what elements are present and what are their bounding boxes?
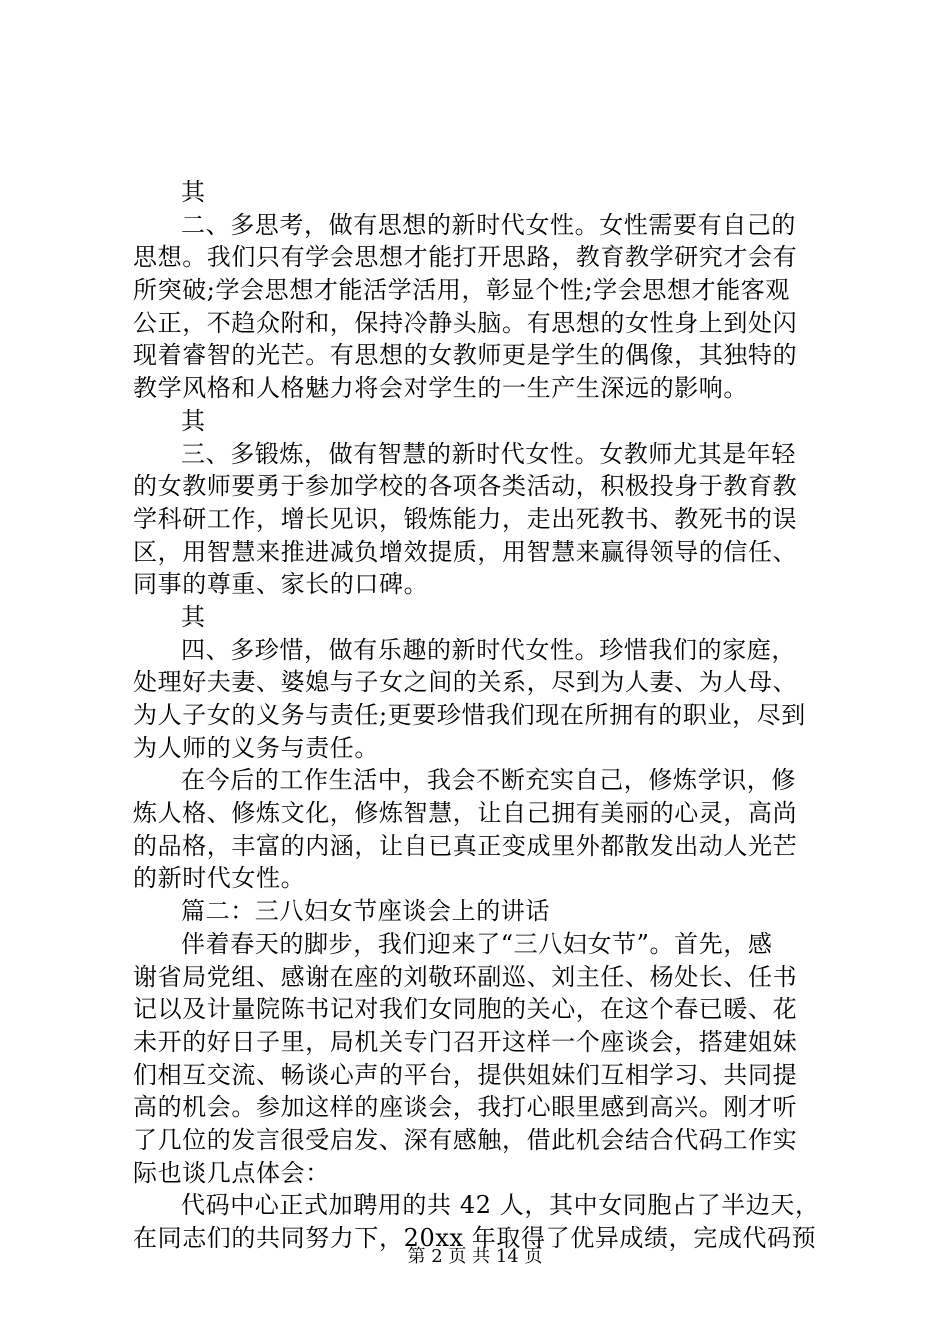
text-line: 炼人格、修炼文化，修炼智慧，让自己拥有美丽的心灵，高尚 xyxy=(133,799,798,828)
text-line: 二、多思考，做有思想的新时代女性。女性需要有自己的 xyxy=(181,210,796,239)
text-line: 为人子女的义务与责任;更要珍惜我们现在所拥有的职业，尽到 xyxy=(133,701,806,729)
text-line: 高的机会。参加这样的座谈会，我打心眼里感到高兴。刚才听 xyxy=(133,1093,798,1122)
text-line: 四、多珍惜，做有乐趣的新时代女性。珍惜我们的家庭， xyxy=(181,635,796,664)
text-line: 区，用智慧来推进减负增效提质，用智慧来赢得领导的信任、 xyxy=(133,537,798,566)
text-line: 伴着春天的脚步，我们迎来了“三八妇女节”。首先，感 xyxy=(181,929,773,958)
text-line: 的女教师要勇于参加学校的各项各类活动，积极投身于教育教 xyxy=(133,472,798,501)
text-line: 在今后的工作生活中，我会不断充实自己，修炼学识，修 xyxy=(181,766,796,795)
text-line: 篇二：三八妇女节座谈会上的讲话 xyxy=(181,897,550,926)
text-line: 三、多锻炼，做有智慧的新时代女性。女教师尤其是年轻 xyxy=(181,439,796,468)
text-line: 际也谈几点体会： xyxy=(133,1158,330,1187)
text-line: 公正，不趋众附和，保持冷静头脑。有思想的女性身上到处闪 xyxy=(133,308,798,337)
text-line: 其 xyxy=(181,602,206,631)
text-line: 为人师的义务与责任。 xyxy=(133,733,379,762)
text-line: 代码中心正式加聘用的共 42 人，其中女同胞占了半边天， xyxy=(181,1191,820,1220)
page-number: 第 2 页 共 14 页 xyxy=(407,1246,543,1267)
text-line: 教学风格和人格魅力将会对学生的一生产生深远的影响。 xyxy=(133,374,748,403)
text-line: 现着睿智的光芒。有思想的女教师更是学生的偶像，其独特的 xyxy=(133,341,798,370)
text-line: 们相互交流、畅谈心声的平台，提供姐妹们互相学习、共同提 xyxy=(133,1060,798,1089)
text-line: 思想。我们只有学会思想才能打开思路，教育教学研究才会有 xyxy=(133,243,798,272)
text-line: 其 xyxy=(181,406,206,435)
text-line: 学科研工作，增长见识，锻炼能力，走出死教书、教死书的误 xyxy=(133,504,798,533)
text-line: 在同志们的共同努力下，20xx 年取得了优异成绩，完成代码预 xyxy=(133,1224,817,1252)
text-line: 谢省局党组、感谢在座的刘敬环副巡、刘主任、杨处长、任书 xyxy=(133,962,798,991)
text-line: 未开的好日子里，局机关专门召开这样一个座谈会，搭建姐妹 xyxy=(133,1027,798,1056)
text-line: 其 xyxy=(181,178,206,206)
text-line: 记以及计量院陈书记对我们女同胞的关心，在这个春已暖、花 xyxy=(133,995,798,1024)
text-line: 同事的尊重、家长的口碑。 xyxy=(133,570,429,599)
page-footer xyxy=(0,1245,950,1269)
text-line: 的品格，丰富的内涵，让自已真正变成里外都散发出动人光芒 xyxy=(133,831,798,860)
text-line: 所突破;学会思想才能活学活用，彰显个性;学会思想才能客观 xyxy=(133,276,790,305)
document-body xyxy=(133,176,833,1255)
text-line: 的新时代女性。 xyxy=(133,864,306,893)
text-line: 了几位的发言很受启发、深有感触，借此机会结合代码工作实 xyxy=(133,1125,798,1154)
paragraph-lines xyxy=(133,176,833,1255)
text-line: 处理好夫妻、婆媳与子女之间的关系，尽到为人妻、为人母、 xyxy=(133,668,798,697)
